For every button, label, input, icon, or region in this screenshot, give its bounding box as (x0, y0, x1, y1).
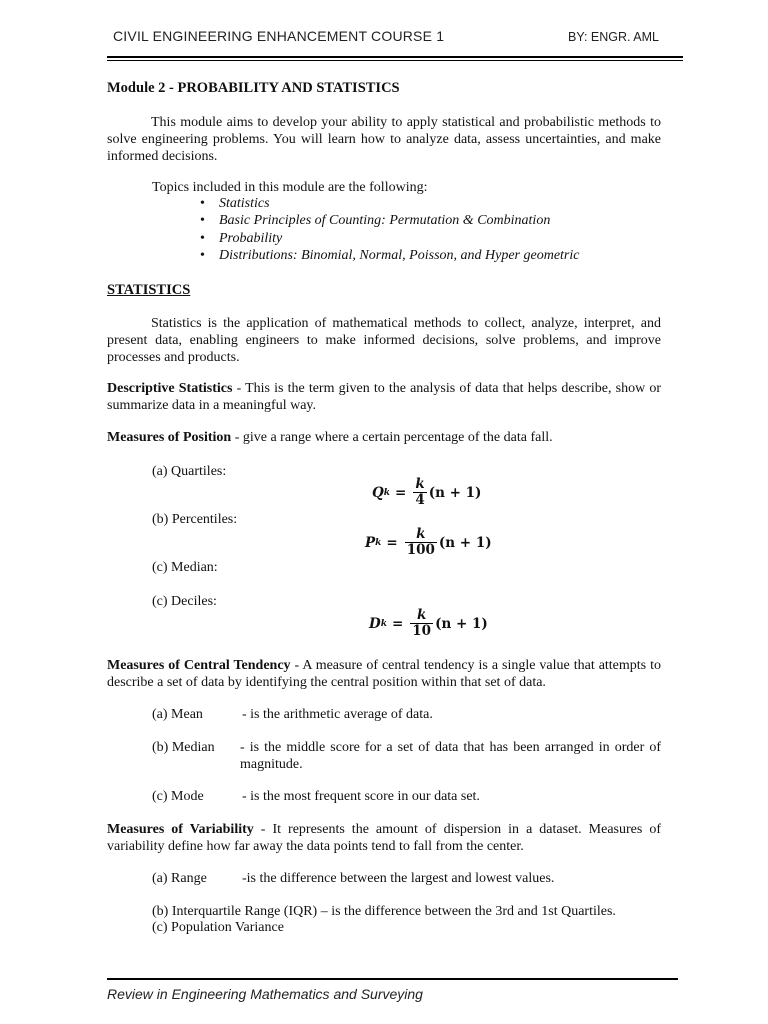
bullet-icon: • (200, 213, 205, 229)
iqr-item: (b) Interquartile Range (IQR) – is the difference between the 3rd and 1st Quartiles. (152, 904, 616, 919)
range-label: (a) Range (152, 871, 207, 886)
mode-description: - is the most frequent score in our data set. (242, 789, 480, 804)
topic-item: • Basic Principles of Counting: Permutation & Combination (200, 213, 551, 229)
descriptive-text: - This is the term given to the analysis of data that helps describe, show or summarize data in a meaningful way. (107, 381, 661, 413)
statistics-definition: Statistics is the application of mathematical methods to collect, analyze, interpret, and present data, enabling engineers to make informed decisions, solve problems, and improve processes and products. (107, 316, 661, 365)
mean-label: (a) Mean (152, 707, 203, 722)
header-rule-bottom (107, 60, 683, 61)
range-description: -is the difference between the largest and lowest values. (242, 871, 555, 886)
topics-list (196, 195, 580, 264)
position-term: Measures of Position (107, 430, 232, 445)
position-paragraph (107, 429, 661, 446)
deciles-label: (c) Deciles: (152, 594, 217, 609)
central-tendency-term: Measures of Central Tendency (107, 658, 291, 673)
descriptive-statistics-paragraph (107, 380, 661, 414)
variability-text: - It represents the amount of dispersion in a dataset. Measures of variability define how far away the data points tend to fall from the center. (107, 822, 662, 854)
percentile-formula: P k = $\frac{k}{100}$ (n + 1) (365, 526, 492, 558)
topics-intro: Topics included in this module are the following: (152, 180, 428, 195)
topic-item: • Distributions: Binomial, Normal, Poisson, and Hyper geometric (200, 247, 580, 263)
footer-text: Review in Engineering Mathematics and Surveying (107, 986, 423, 1002)
author-credit: BY: ENGR. AML (568, 30, 660, 44)
median-tendency-label: (b) Median (152, 740, 215, 755)
header-rule-top (107, 56, 683, 58)
central-tendency-paragraph (107, 657, 661, 691)
central-tendency-text: - A measure of central tendency is a single value that attempts to describe a set of data by identifying the central position within that set of data. (107, 658, 661, 690)
position-text: - give a range where a certain percentage of the data fall. (231, 430, 553, 445)
quartile-formula: Q k = $\frac{k}{4}$ (n + 1) (372, 476, 482, 508)
mode-label: (c) Mode (152, 789, 204, 804)
course-title: CIVIL ENGINEERING ENHANCEMENT COURSE 1 (113, 28, 445, 44)
footer-rule (107, 978, 678, 980)
bullet-icon: • (200, 196, 205, 211)
topic-item: • Statistics (200, 196, 270, 211)
median-description: - is the middle score for a set of data that has been arranged in order of magnitude. (240, 740, 661, 772)
bullet-icon: • (200, 247, 205, 263)
variability-term: Measures of Variability (107, 822, 254, 837)
bullet-icon: • (200, 230, 205, 246)
percentiles-label: (b) Percentiles: (152, 512, 238, 527)
module-title: Module 2 - PROBABILITY AND STATISTICS (107, 80, 400, 96)
median-label: (c) Median: (152, 560, 218, 575)
module-intro: This module aims to develop your ability to apply statistical and probabilistic methods to solve engineering problems. You will learn how to analyze data, assess uncertainties, and make informed decisions. (107, 115, 661, 164)
mean-description: - is the arithmetic average of data. (242, 707, 433, 722)
topic-item: • Probability (200, 230, 283, 246)
population-variance-item: (c) Population Variance (152, 920, 284, 935)
statistics-heading: STATISTICS (107, 282, 191, 298)
variability-paragraph (107, 821, 661, 855)
descriptive-term: Descriptive Statistics (107, 381, 233, 396)
decile-formula: D k = $\frac{k}{10}$ (n + 1) (369, 607, 488, 639)
quartiles-label: (a) Quartiles: (152, 464, 227, 479)
